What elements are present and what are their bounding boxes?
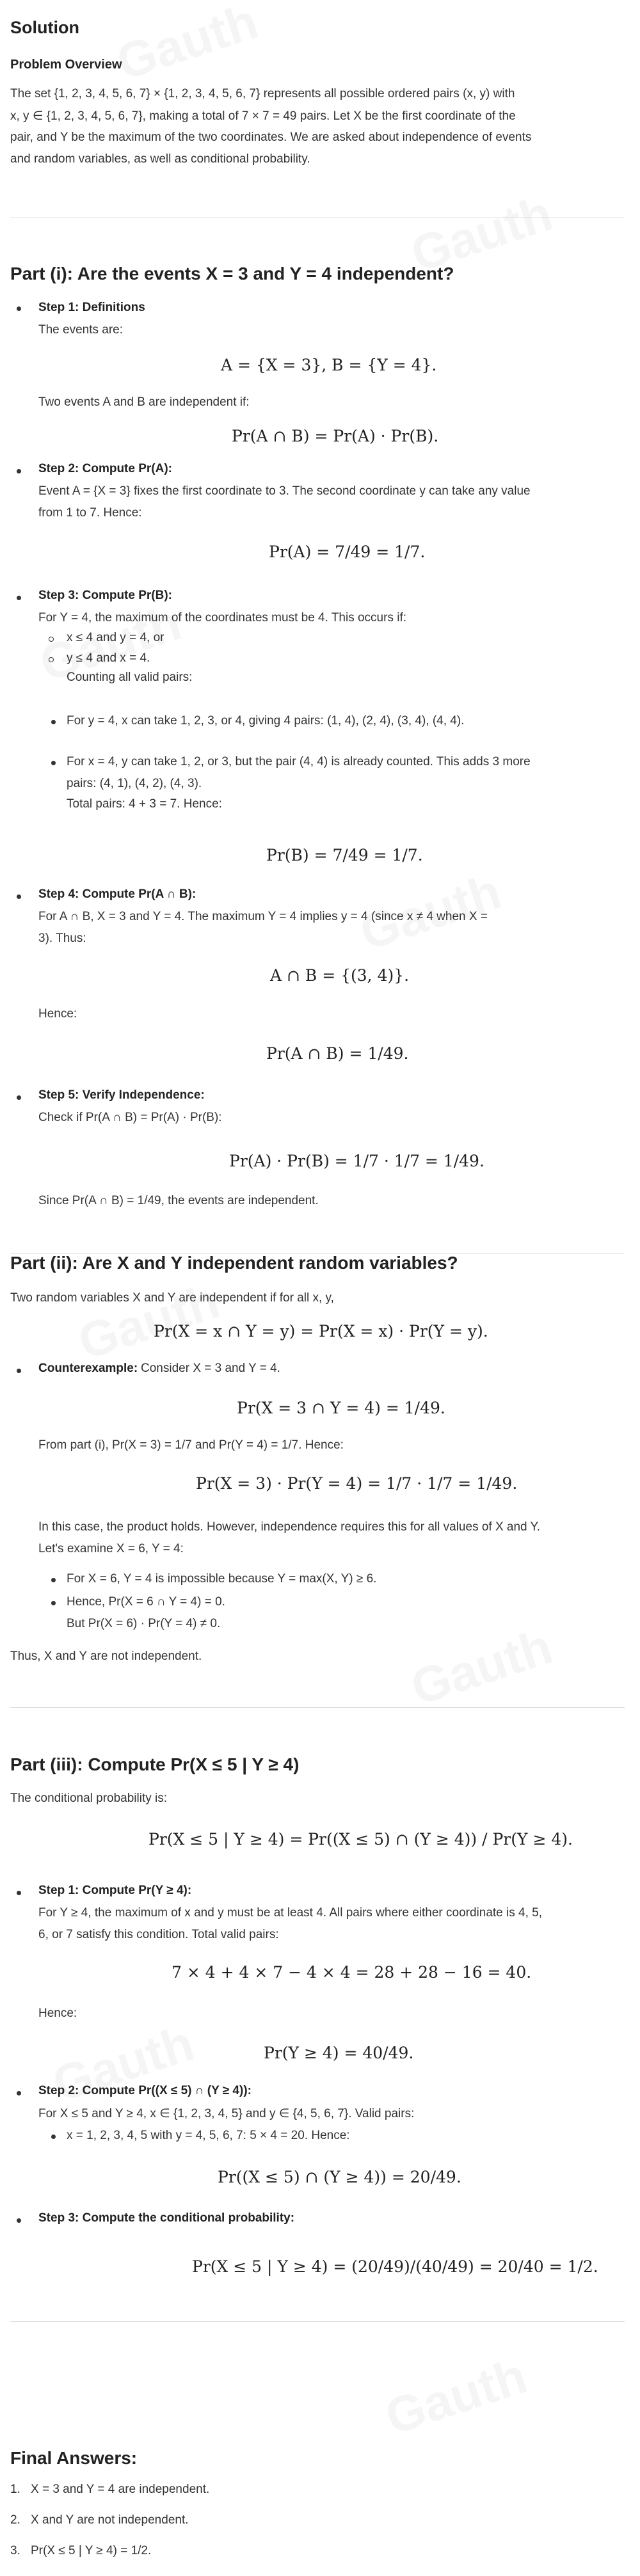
final-heading: Final Answers: <box>10 2448 138 2468</box>
bullet <box>51 1601 56 1605</box>
bullet <box>17 2218 21 2223</box>
list-item: Hence, Pr(X = 6 ∩ Y = 4) = 0. <box>67 1595 225 1609</box>
equation: Pr(X ≤ 5 | Y ≥ 4) = (20/49)/(40/49) = 20/40 = 1/2. <box>192 2257 598 2276</box>
step-label: Step 2: Compute Pr((X ≤ 5) ∩ (Y ≥ 4)): <box>38 2084 252 2097</box>
conclusion: Thus, X and Y are not independent. <box>10 1650 202 1663</box>
part1-heading: Part (i): Are the events X = 3 and Y = 4 independent? <box>10 264 454 283</box>
equation: 7 × 4 + 4 × 7 − 4 × 4 = 28 + 28 − 16 = 40. <box>172 1963 532 1982</box>
step-text: For X ≤ 5 and Y ≥ 4, x ∈ {1, 2, 3, 4, 5} and y ∈ {4, 5, 6, 7}. Valid pairs: <box>38 2107 415 2120</box>
equation: Pr((X ≤ 5) ∩ (Y ≥ 4)) = 20/49. <box>218 2168 461 2186</box>
overview-text: x, y ∈ {1, 2, 3, 4, 5, 6, 7}, making a total of 7 × 7 = 49 pairs. Let X be the first coordinate of the <box>10 109 516 123</box>
bullet <box>49 657 54 662</box>
bullet <box>17 596 21 600</box>
step-text: Hence: <box>38 1007 77 1021</box>
list-number: 1. <box>10 2483 20 2496</box>
step-text: The conditional probability is: <box>10 1792 168 1805</box>
step-text: For Y ≥ 4, the maximum of x and y must be at least 4. All pairs where either coordinate is 4, 5, <box>38 1906 542 1920</box>
equation: Pr(X = 3 ∩ Y = 4) = 1/49. <box>237 1399 445 1417</box>
step-text: Consider X = 3 and Y = 4. <box>141 1362 280 1375</box>
bullet <box>51 761 56 765</box>
bullet <box>17 2091 21 2095</box>
bullet <box>51 2135 56 2139</box>
bullet <box>17 306 21 311</box>
overview-text: pair, and Y be the maximum of the two coordinates. We are asked about independence of events <box>10 131 532 144</box>
step-label: Step 1: Definitions <box>38 301 145 314</box>
step-text: From part (i), Pr(X = 3) = 1/7 and Pr(Y = 4) = 1/7. Hence: <box>38 1438 344 1452</box>
step-text: The events are: <box>38 323 124 337</box>
step-text: For A ∩ B, X = 3 and Y = 4. The maximum Y = 4 implies y = 4 (since x ≠ 4 when X = <box>38 910 488 923</box>
watermark <box>109 0 264 92</box>
list-item: y ≤ 4 and x = 4. <box>67 651 150 665</box>
final-answer: X = 3 and Y = 4 are independent. <box>31 2483 210 2496</box>
step-label: Step 4: Compute Pr(A ∩ B): <box>38 887 196 901</box>
overview-heading: Problem Overview <box>10 58 122 72</box>
overview-text: The set {1, 2, 3, 4, 5, 6, 7} × {1, 2, 3, 4, 5, 6, 7} represents all possible ordered pairs (x, y) with <box>10 87 515 100</box>
equation: Pr(A) · Pr(B) = 1/7 · 1/7 = 1/49. <box>229 1152 484 1170</box>
bullet <box>51 720 56 724</box>
watermark <box>378 2346 533 2446</box>
step-text: Hence: <box>38 2007 77 2020</box>
list-item: pairs: (4, 1), (4, 2), (4, 3). <box>67 777 202 790</box>
part3-heading: Part (iii): Compute Pr(X ≤ 5 | Y ≥ 4) <box>10 1754 300 1774</box>
overview-text: and random variables, as well as conditional probability. <box>10 152 310 166</box>
step-text: Total pairs: 4 + 3 = 7. Hence: <box>67 797 222 811</box>
part2-heading: Part (ii): Are X and Y independent random variables? <box>10 1253 458 1273</box>
step-label: Step 3: Compute Pr(B): <box>38 589 172 602</box>
step-text: In this case, the product holds. However, independence requires this for all values of X and Y. <box>38 1520 541 1534</box>
final-answer: Pr(X ≤ 5 | Y ≥ 4) = 1/2. <box>31 2544 152 2557</box>
step-text: Counting all valid pairs: <box>67 671 193 684</box>
equation: Pr(A) = 7/49 = 1/7. <box>269 543 426 561</box>
list-item: x = 1, 2, 3, 4, 5 with y = 4, 5, 6, 7: 5 × 4 = 20. Hence: <box>67 2129 350 2142</box>
watermark <box>404 1617 559 1717</box>
step-text: 6, or 7 satisfy this condition. Total valid pairs: <box>38 1928 279 1941</box>
final-answer: X and Y are not independent. <box>31 2513 189 2527</box>
equation: A ∩ B = {(3, 4)}. <box>270 966 410 985</box>
step-text: Event A = {X = 3} fixes the first coordinate to 3. The second coordinate y can take any value <box>38 484 531 498</box>
equation: Pr(X ≤ 5 | Y ≥ 4) = Pr((X ≤ 5) ∩ (Y ≥ 4)) / Pr(Y ≥ 4). <box>148 1830 573 1849</box>
step-text: Let's examine X = 6, Y = 4: <box>38 1542 184 1555</box>
equation: Pr(X = x ∩ Y = y) = Pr(X = x) · Pr(Y = y). <box>154 1322 488 1340</box>
step-text: Check if Pr(A ∩ B) = Pr(A) · Pr(B): <box>38 1111 222 1124</box>
list-item: For X = 6, Y = 4 is impossible because Y = max(X, Y) ≥ 6. <box>67 1572 377 1586</box>
equation: Pr(B) = 7/49 = 1/7. <box>266 846 423 864</box>
list-item: x ≤ 4 and y = 4, or <box>67 631 164 644</box>
list-item: For y = 4, x can take 1, 2, 3, or 4, giving 4 pairs: (1, 4), (2, 4), (3, 4), (4, 4). <box>67 714 465 727</box>
equation: Pr(Y ≥ 4) = 40/49. <box>264 2044 414 2062</box>
equation: Pr(A ∩ B) = Pr(A) · Pr(B). <box>232 427 439 445</box>
step-label: Step 5: Verify Independence: <box>38 1088 205 1102</box>
step-text: Two random variables X and Y are independent if for all x, y, <box>10 1291 334 1305</box>
step-label: Step 1: Compute Pr(Y ≥ 4): <box>38 1884 192 1897</box>
bullet <box>51 1578 56 1582</box>
list-number: 3. <box>10 2544 20 2557</box>
step-text: For Y = 4, the maximum of the coordinates must be 4. This occurs if: <box>38 611 407 624</box>
step-label: Step 3: Compute the conditional probability: <box>38 2211 295 2225</box>
step-label: Step 2: Compute Pr(A): <box>38 462 172 475</box>
bullet <box>17 1369 21 1373</box>
step-text: 3). Thus: <box>38 932 86 945</box>
equation: Pr(A ∩ B) = 1/49. <box>266 1044 409 1063</box>
step-text: from 1 to 7. Hence: <box>38 506 142 520</box>
bullet <box>17 469 21 473</box>
equation: Pr(X = 3) · Pr(Y = 4) = 1/7 · 1/7 = 1/49. <box>196 1474 518 1493</box>
step-label: Counterexample: <box>38 1362 138 1375</box>
bullet <box>17 1891 21 1895</box>
equation: A = {X = 3}, B = {Y = 4}. <box>221 356 437 374</box>
bullet <box>17 894 21 899</box>
bullet <box>17 1095 21 1100</box>
step-text: Two events A and B are independent if: <box>38 395 250 409</box>
list-item: For x = 4, y can take 1, 2, or 3, but the pair (4, 4) is already counted. This adds 3 more <box>67 755 531 768</box>
list-number: 2. <box>10 2513 20 2527</box>
list-item: But Pr(X = 6) · Pr(Y = 4) ≠ 0. <box>67 1617 221 1630</box>
divider <box>10 2321 625 2322</box>
watermark <box>45 2014 200 2113</box>
bullet <box>49 637 54 642</box>
page-title: Solution <box>10 18 79 37</box>
divider <box>10 1707 625 1708</box>
conclusion: Since Pr(A ∩ B) = 1/49, the events are independent. <box>38 1194 319 1207</box>
